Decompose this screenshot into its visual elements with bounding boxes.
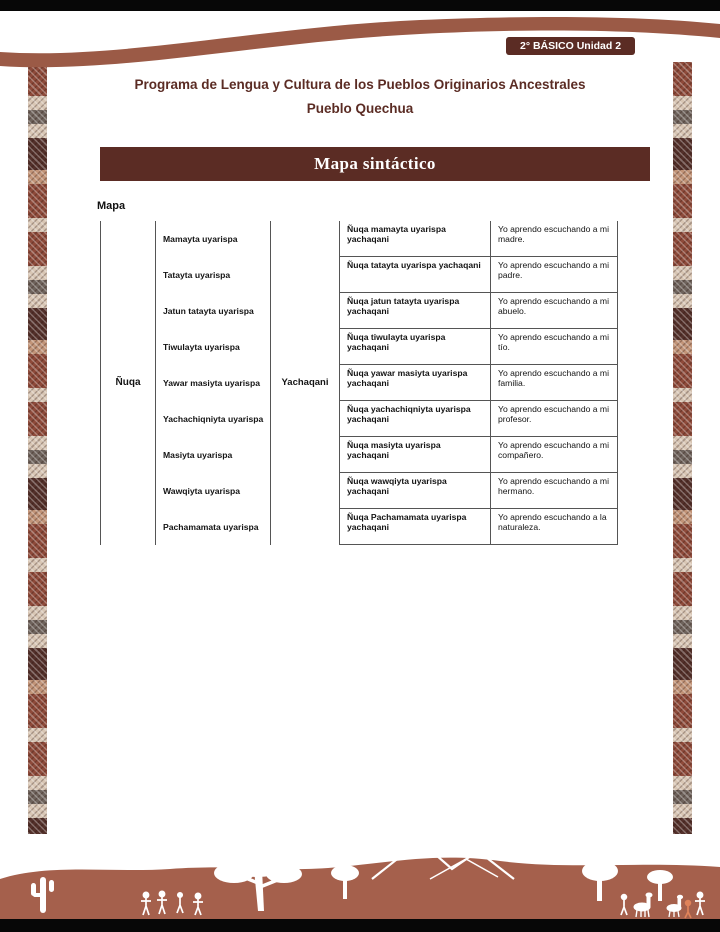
right-andean-pattern-border [673, 62, 692, 834]
phrase-cell: Yachachiqniyta uyarispa [163, 413, 264, 424]
sentence-cell: Ñuqa wawqiyta uyarispa yachaqani [340, 473, 490, 509]
footer-landscape-illustration [0, 827, 720, 919]
grade-unit-badge: 2° BÁSICO Unidad 2 [506, 37, 635, 55]
table-translations-column [490, 221, 618, 545]
phrase-cell: Yawar masiyta uyarispa [163, 377, 260, 388]
syntactic-map-table [100, 221, 618, 545]
sentence-cell: Ñuqa tatayta uyarispa yachaqani [340, 257, 490, 293]
sentence-cell: Ñuqa Pachamamata uyarispa yachaqani [340, 509, 490, 545]
sentence-cell: Ñuqa masiyta uyarispa yachaqani [340, 437, 490, 473]
translation-cell: Yo aprendo escuchando a mi madre. [491, 221, 617, 257]
phrase-cell: Tiwulayta uyarispa [163, 341, 240, 352]
translation-cell: Yo aprendo escuchando a mi abuelo. [491, 293, 617, 329]
phrase-cell: Jatun tatayta uyarispa [163, 305, 254, 316]
section-banner-title: Mapa sintáctico [314, 154, 436, 173]
phrase-cell: Wawqiyta uyarispa [163, 485, 241, 496]
translation-cell: Yo aprendo escuchando a mi familia. [491, 365, 617, 401]
table-subject-cell: Ñuqa [100, 221, 156, 545]
phrase-cell: Masiyta uyarispa [163, 449, 233, 460]
left-andean-pattern-border [28, 62, 47, 834]
translation-cell: Yo aprendo escuchando a mi profesor. [491, 401, 617, 437]
top-black-border [0, 0, 720, 11]
translation-cell: Yo aprendo escuchando a mi hermano. [491, 473, 617, 509]
sentence-cell: Ñuqa yachachiqniyta uyarispa yachaqani [340, 401, 490, 437]
program-subtitle: Pueblo Quechua [306, 101, 414, 116]
phrase-cell: Mamayta uyarispa [163, 233, 238, 244]
table-phrases-column [156, 221, 270, 545]
phrase-cell: Tatayta uyarispa [163, 269, 231, 280]
bottom-black-border [0, 919, 720, 932]
translation-cell: Yo aprendo escuchando a mi padre. [491, 257, 617, 293]
sentence-cell: Ñuqa tiwulayta uyarispa yachaqani [340, 329, 490, 365]
sentence-cell: Ñuqa jatun tatayta uyarispa yachaqani [340, 293, 490, 329]
map-label: Mapa [97, 200, 126, 212]
table-sentences-column [340, 221, 490, 545]
sentence-cell: Ñuqa mamayta uyarispa yachaqani [340, 221, 490, 257]
phrase-cell: Pachamamata uyarispa [163, 521, 259, 532]
table-verb-cell: Yachaqani [270, 221, 340, 545]
translation-cell: Yo aprendo escuchando a la naturaleza. [491, 509, 617, 545]
translation-cell: Yo aprendo escuchando a mi compañero. [491, 437, 617, 473]
section-banner [100, 147, 650, 181]
program-title: Programa de Lengua y Cultura de los Pueblos Originarios Ancestrales [134, 77, 586, 92]
translation-cell: Yo aprendo escuchando a mi tío. [491, 329, 617, 365]
sentence-cell: Ñuqa yawar masiyta uyarispa yachaqani [340, 365, 490, 401]
